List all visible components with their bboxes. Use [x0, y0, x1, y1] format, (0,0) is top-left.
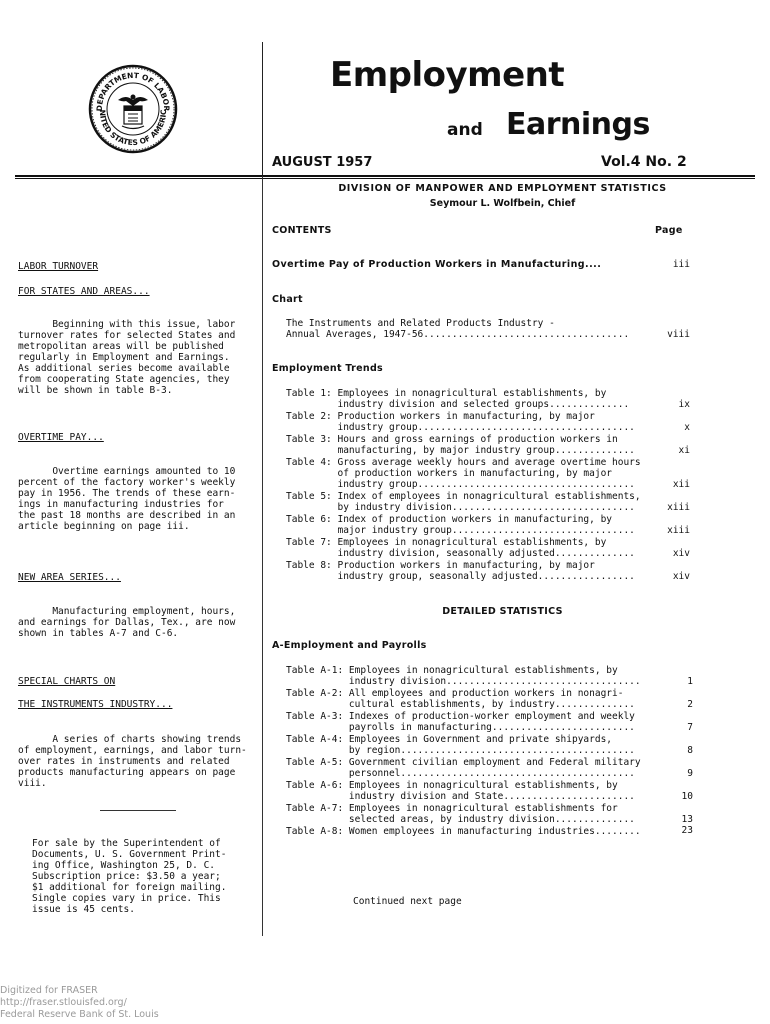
- trends-table-6-line2: major industry group................................: [286, 525, 635, 536]
- trends-table-4-line2: of production workers in manufacturing, by major: [286, 468, 613, 479]
- detailed-table-a5-page: 9: [687, 768, 693, 779]
- trends-table-5-page: xiii: [667, 502, 690, 513]
- labor-turnover-subheading: [18, 286, 258, 298]
- column-divider: [262, 176, 263, 936]
- overtime-text-2: percent of the factory worker's weekly: [18, 477, 236, 488]
- trends-table-2-page: x: [684, 422, 690, 433]
- overtime-text-4: ings in manufacturing industries for: [18, 499, 224, 510]
- overtime-pay-heading: OVERTIME PAY...: [18, 432, 104, 443]
- trends-table-3-line1: Table 3: Hours and gross earnings of production workers in: [286, 434, 618, 445]
- page-heading: Page: [655, 225, 683, 236]
- header-rule: [15, 175, 755, 177]
- watermark-line3: Federal Reserve Bank of St. Louis: [0, 1009, 159, 1020]
- special-charts-subheading: [18, 699, 258, 711]
- charts-text-3: over rates in instruments and related: [18, 756, 230, 767]
- trends-table-5-line1: Table 5: Index of employees in nonagricultural establishments,: [286, 491, 641, 502]
- sale-text-1: For sale by the Superintendent of: [32, 838, 221, 849]
- fraser-watermark: [0, 985, 200, 1021]
- detailed-table-a6-line2: industry division and State.......................: [286, 791, 635, 802]
- detailed-statistics-heading: DETAILED STATISTICS: [442, 606, 563, 617]
- charts-text-4: products manufacturing appears on page: [18, 767, 236, 778]
- trends-table-7-page: xiv: [672, 548, 690, 559]
- continued-next-page: Continued next page: [353, 896, 462, 907]
- detailed-table-a7-page: 13: [681, 814, 693, 825]
- turnover-text-5: As additional series become available: [18, 363, 230, 374]
- trends-table-4-page: xii: [672, 479, 690, 490]
- labor-turnover-subheading-text: FOR STATES AND AREAS...: [18, 286, 150, 297]
- sidebar-divider: [100, 810, 176, 811]
- detailed-table-a4-line2: by region.........................................: [286, 745, 635, 756]
- header-rule-thin: [15, 178, 755, 179]
- seal-icon: [88, 64, 178, 154]
- title-and: and: [447, 120, 483, 140]
- trends-table-7-line1: Table 7: Employees in nonagricultural establishments, by: [286, 537, 607, 548]
- turnover-text-6: from cooperating State agencies, they: [18, 374, 230, 385]
- detailed-table-a1-page: 1: [687, 676, 693, 687]
- feature-article-entry: Overtime Pay of Production Workers in Manufacturing....: [272, 259, 602, 270]
- trends-table-3-page: xi: [678, 445, 690, 456]
- detailed-table-a6-page: 10: [681, 791, 693, 802]
- trends-table-1-page: ix: [678, 399, 690, 410]
- newarea-text-3: shown in tables A-7 and C-6.: [18, 628, 179, 639]
- watermark-line1: Digitized for FRASER: [0, 985, 98, 996]
- sale-text-3: ing Office, Washington 25, D. C.: [32, 860, 216, 871]
- trends-table-1-line2: industry division and selected groups..............: [286, 399, 630, 410]
- detailed-table-a5-line1: Table A-5: Government civilian employment and Federal military: [286, 757, 641, 768]
- turnover-text-7: will be shown in table B-3.: [18, 385, 173, 396]
- newarea-text-1: Manufacturing employment, hours,: [18, 606, 236, 617]
- detailed-table-a1-line1: Table A-1: Employees in nonagricultural establishments, by: [286, 665, 618, 676]
- labor-turnover-heading: LABOR TURNOVER: [18, 261, 99, 272]
- sale-text-4: Subscription price: $3.50 a year;: [32, 871, 221, 882]
- payrolls-heading: A-Employment and Payrolls: [272, 640, 427, 651]
- charts-text-2: of employment, earnings, and labor turn-: [18, 745, 247, 756]
- division-name: DIVISION OF MANPOWER AND EMPLOYMENT STATISTICS: [338, 183, 667, 194]
- trends-table-8-page: xiv: [672, 571, 690, 582]
- trends-table-8-line1: Table 8: Production workers in manufacturing, by major: [286, 560, 595, 571]
- sale-text-7: issue is 45 cents.: [32, 904, 135, 915]
- svg-text:DEPARTMENT OF LABOR: DEPARTMENT OF LABOR: [94, 70, 172, 112]
- overtime-text-1: Overtime earnings amounted to 10: [18, 466, 236, 477]
- masthead-divider: [262, 42, 263, 177]
- sale-text-6: Single copies vary in price. This: [32, 893, 221, 904]
- trends-table-3-line2: manufacturing, by major industry group..............: [286, 445, 635, 456]
- detailed-table-a1-line2: industry division..................................: [286, 676, 641, 687]
- overtime-text-6: article beginning on page iii.: [18, 521, 190, 532]
- sale-text-2: Documents, U. S. Government Print-: [32, 849, 227, 860]
- newarea-text-2: and earnings for Dallas, Tex., are now: [18, 617, 236, 628]
- sale-text-5: $1 additional for foreign mailing.: [32, 882, 227, 893]
- trends-table-4-line1: Table 4: Gross average weekly hours and average overtime hours: [286, 457, 641, 468]
- detailed-table-a2-page: 2: [687, 699, 693, 710]
- trends-table-1-line1: Table 1: Employees in nonagricultural establishments, by: [286, 388, 607, 399]
- issue-volume: Vol.4 No. 2: [601, 154, 687, 170]
- trends-table-8-line2: industry group, seasonally adjusted.................: [286, 571, 635, 582]
- special-charts-subheading-text: THE INSTRUMENTS INDUSTRY...: [18, 699, 173, 710]
- detailed-table-a3-page: 7: [687, 722, 693, 733]
- issue-date: AUGUST 1957: [272, 155, 373, 170]
- feature-article-page: iii: [672, 259, 690, 270]
- special-charts-heading: SPECIAL CHARTS ON: [18, 676, 116, 687]
- charts-text-1: A series of charts showing trends: [18, 734, 242, 745]
- detailed-table-a8-line1: Table A-8: Women employees in manufacturing industries........: [286, 826, 641, 837]
- trends-table-7-line2: industry division, seasonally adjusted..............: [286, 548, 635, 559]
- svg-text:UNITED STATES OF AMERICA: NITED STATES OF AMERIC: [97, 109, 169, 148]
- trends-table-6-page: xiii: [667, 525, 690, 536]
- chart-entry-page: viii: [667, 329, 690, 340]
- turnover-text-1: Beginning with this issue, labor: [18, 319, 236, 330]
- detailed-table-a4-line1: Table A-4: Employees in Government and private shipyards,: [286, 734, 613, 745]
- detailed-table-a7-line2: selected areas, by industry division..............: [286, 814, 635, 825]
- turnover-text-4: regularly in Employment and Earnings.: [18, 352, 230, 363]
- chart-entry-line1: The Instruments and Related Products Industry -: [286, 318, 555, 329]
- chart-heading: Chart: [272, 294, 303, 305]
- employment-trends-heading: Employment Trends: [272, 363, 384, 374]
- detailed-table-a5-line2: personnel.........................................: [286, 768, 635, 779]
- trends-table-2-line1: Table 2: Production workers in manufacturing, by major: [286, 411, 595, 422]
- detailed-table-a3-line1: Table A-3: Indexes of production-worker employment and weekly: [286, 711, 635, 722]
- division-chief: Seymour L. Wolfbein, Chief: [429, 198, 576, 209]
- detailed-table-a7-line1: Table A-7: Employees in nonagricultural establishments for: [286, 803, 618, 814]
- chart-entry-line2: Annual Averages, 1947-56....................................: [286, 329, 630, 340]
- overtime-text-5: the past 18 months are described in an: [18, 510, 236, 521]
- department-of-labor-seal: [88, 64, 178, 154]
- detailed-table-a2-line2: cultural establishments, by industry..............: [286, 699, 635, 710]
- trends-table-6-line1: Table 6: Index of production workers in manufacturing, by: [286, 514, 613, 525]
- title-employment: Employment: [330, 55, 565, 95]
- title-earnings: Earnings: [506, 107, 650, 142]
- contents-heading: CONTENTS: [272, 225, 332, 236]
- trends-table-4-line3: industry group......................................: [286, 479, 635, 490]
- trends-table-2-line2: industry group......................................: [286, 422, 635, 433]
- detailed-table-a2-line1: Table A-2: All employees and production workers in nonagri-: [286, 688, 624, 699]
- detailed-table-a3-line2: payrolls in manufacturing.........................: [286, 722, 635, 733]
- new-area-series-heading: NEW AREA SERIES...: [18, 572, 121, 583]
- watermark-url[interactable]: http://fraser.stlouisfed.org/: [0, 997, 127, 1008]
- turnover-text-3: metropolitan areas will be published: [18, 341, 224, 352]
- turnover-text-2: turnover rates for selected States and: [18, 330, 236, 341]
- overtime-text-3: pay in 1956. The trends of these earn-: [18, 488, 236, 499]
- trends-table-5-line2: by industry division................................: [286, 502, 635, 513]
- charts-text-5: viii.: [18, 778, 47, 789]
- detailed-table-a4-page: 8: [687, 745, 693, 756]
- detailed-table-a6-line1: Table A-6: Employees in nonagricultural establishments, by: [286, 780, 618, 791]
- detailed-table-a8-page: 23: [681, 825, 693, 836]
